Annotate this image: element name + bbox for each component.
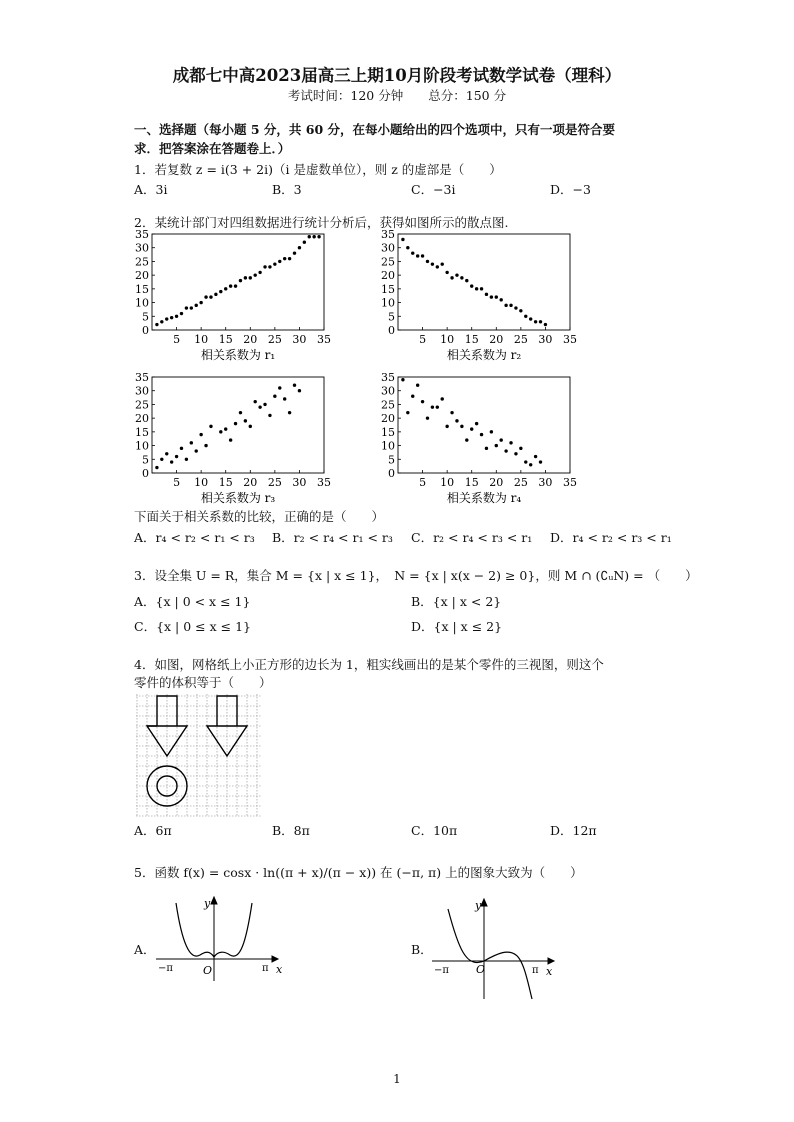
x-tick-label: 35	[317, 333, 331, 346]
x-tick-label: 35	[563, 476, 577, 489]
data-point	[539, 320, 542, 323]
plot-caption: 相关系数为 r₃	[200, 491, 276, 505]
data-point	[273, 395, 276, 398]
data-point	[524, 315, 527, 318]
x-tick-label: 20	[489, 476, 504, 489]
data-point	[544, 323, 547, 326]
q3-option-b: B．{x | x < 2}	[411, 594, 502, 609]
data-point	[504, 304, 507, 307]
data-point	[426, 416, 429, 419]
data-point	[268, 265, 271, 268]
section-heading-line2: 求．把答案涂在答题卷上．）	[134, 141, 291, 156]
q3-option-d: D．{x | x ≤ 2}	[411, 619, 503, 634]
data-point	[519, 447, 522, 450]
data-point	[411, 395, 414, 398]
q2-option-b: B．r₂ < r₄ < r₁ < r₃	[272, 530, 393, 545]
data-point	[411, 252, 414, 255]
y-tick-label: 15	[135, 282, 149, 296]
data-point	[278, 386, 281, 389]
data-point	[475, 422, 478, 425]
y-axis-label: y	[204, 897, 211, 910]
data-point	[317, 235, 320, 238]
x-tick-label: 35	[317, 476, 331, 489]
y-tick-label: 35	[135, 371, 149, 384]
y-tick-label: 30	[135, 241, 149, 255]
scatter-plot-r3	[128, 371, 338, 509]
data-point	[234, 284, 237, 287]
y-tick-label: 5	[388, 453, 395, 467]
y-tick-label: 0	[388, 324, 395, 337]
q5-graph-b	[428, 893, 568, 1003]
origin-label: O	[476, 963, 486, 976]
data-point	[165, 317, 168, 320]
x-tick-label: 30	[538, 333, 553, 346]
y-tick-label: 25	[135, 398, 149, 412]
data-point	[234, 422, 237, 425]
q2-stem: 2．某统计部门对四组数据进行统计分析后，获得如图所示的散点图.	[134, 215, 509, 230]
data-point	[249, 276, 252, 279]
data-point	[204, 444, 207, 447]
data-point	[529, 317, 532, 320]
data-point	[504, 449, 507, 452]
data-point	[244, 276, 247, 279]
y-tick-label: 20	[381, 412, 395, 426]
origin-label: O	[203, 964, 213, 977]
data-point	[224, 287, 227, 290]
page-number: 1	[393, 1072, 401, 1086]
data-point	[258, 271, 261, 274]
data-point	[199, 433, 202, 436]
data-point	[465, 438, 468, 441]
neg-pi-label: −π	[158, 963, 173, 974]
data-point	[254, 273, 257, 276]
pi-label: π	[262, 963, 269, 974]
y-tick-label: 25	[381, 255, 395, 269]
data-point	[273, 262, 276, 265]
plot-caption: 相关系数为 r₄	[446, 491, 522, 505]
data-point	[298, 246, 301, 249]
q5-option-a: A．	[134, 942, 156, 957]
data-point	[175, 315, 178, 318]
data-point	[268, 414, 271, 417]
data-point	[485, 293, 488, 296]
data-point	[490, 295, 493, 298]
y-tick-label: 10	[135, 296, 149, 310]
plot-frame	[398, 377, 570, 473]
data-point	[170, 460, 173, 463]
data-point	[509, 304, 512, 307]
data-point	[450, 411, 453, 414]
y-tick-label: 10	[381, 296, 395, 310]
data-point	[455, 273, 458, 276]
y-tick-label: 0	[142, 324, 149, 337]
data-point	[185, 458, 188, 461]
data-point	[278, 260, 281, 263]
data-point	[258, 405, 261, 408]
axes	[156, 897, 278, 981]
y-tick-label: 10	[135, 439, 149, 453]
x-tick-label: 25	[267, 333, 282, 346]
data-point	[406, 246, 409, 249]
y-tick-label: 30	[135, 384, 149, 398]
data-point	[509, 441, 512, 444]
q1-stem: 1．若复数 z = i(3 + 2i)（i 是虚数单位），则 z 的虚部是（ ）	[134, 162, 502, 177]
x-tick-label: 25	[513, 476, 528, 489]
x-tick-label: 10	[440, 333, 455, 346]
curve-b	[448, 909, 532, 999]
x-tick-label: 15	[464, 476, 479, 489]
data-point	[190, 306, 193, 309]
data-point	[254, 400, 257, 403]
q2-option-c: C．r₂ < r₄ < r₃ < r₁	[411, 530, 533, 545]
x-tick-label: 30	[538, 476, 553, 489]
three-view-figure	[134, 692, 264, 818]
grid-lines	[136, 694, 262, 816]
x-tick-label: 20	[489, 333, 504, 346]
section-heading	[134, 120, 674, 158]
y-tick-label: 35	[135, 228, 149, 241]
q2-option-a: A．r₄ < r₂ < r₁ < r₃	[134, 530, 255, 545]
q5-stem: 5．函数 f(x) = cosx · ln((π + x)/(π − x)) 在 (−π, π) 上的图象大致为（ ）	[134, 865, 583, 880]
data-point	[180, 447, 183, 450]
plot-caption: 相关系数为 r₁	[200, 348, 276, 362]
data-point	[406, 411, 409, 414]
x-tick-label: 30	[292, 333, 307, 346]
data-point	[288, 257, 291, 260]
side-view	[207, 696, 247, 756]
x-tick-label: 10	[440, 476, 455, 489]
x-tick-label: 15	[218, 333, 233, 346]
data-point	[312, 235, 315, 238]
data-point	[308, 235, 311, 238]
x-tick-label: 5	[419, 333, 427, 346]
data-point	[244, 419, 247, 422]
data-point	[214, 293, 217, 296]
data-point	[445, 425, 448, 428]
data-point	[288, 411, 291, 414]
exam-info: 考试时间：120 分钟 总分：150 分	[287, 88, 507, 103]
data-point	[460, 425, 463, 428]
data-point	[199, 301, 202, 304]
x-tick-label: 10	[194, 333, 209, 346]
data-point	[441, 262, 444, 265]
data-point	[239, 279, 242, 282]
q4-option-c: C．10π	[411, 823, 458, 838]
data-point	[455, 419, 458, 422]
data-point	[500, 438, 503, 441]
data-point	[263, 403, 266, 406]
data-point	[293, 252, 296, 255]
data-point	[209, 425, 212, 428]
scatter-plot-r2	[374, 228, 584, 366]
data-point	[160, 320, 163, 323]
scatter-plot-r4	[374, 371, 584, 509]
q4-stem-line1: 4．如图，网格纸上小正方形的边长为 1，粗实线画出的是某个零件的三视图，则这个	[134, 657, 604, 672]
data-point	[219, 290, 222, 293]
data-point	[160, 458, 163, 461]
data-point	[519, 309, 522, 312]
data-point	[495, 295, 498, 298]
q1-option-a: A．3i	[134, 182, 168, 197]
data-point	[445, 271, 448, 274]
x-tick-label: 20	[243, 333, 258, 346]
q4-option-d: D．12π	[550, 823, 597, 838]
y-tick-label: 30	[381, 384, 395, 398]
data-point	[534, 455, 537, 458]
y-tick-label: 5	[388, 310, 395, 324]
data-point	[283, 397, 286, 400]
data-point	[303, 241, 306, 244]
y-tick-label: 25	[135, 255, 149, 269]
x-axis-label: x	[276, 963, 283, 976]
x-tick-label: 35	[563, 333, 577, 346]
x-tick-label: 25	[513, 333, 528, 346]
data-point	[450, 276, 453, 279]
q2-option-d: D．r₄ < r₂ < r₃ < r₁	[550, 530, 672, 545]
data-point	[401, 378, 404, 381]
q1-option-d: D．−3	[550, 182, 591, 197]
data-point	[465, 279, 468, 282]
q3-option-c: C．{x | 0 ≤ x ≤ 1}	[134, 619, 251, 634]
data-point	[229, 284, 232, 287]
data-point	[514, 306, 517, 309]
data-point	[514, 452, 517, 455]
data-point	[495, 444, 498, 447]
data-point	[534, 320, 537, 323]
pi-label: π	[532, 965, 539, 976]
data-point	[480, 433, 483, 436]
y-tick-label: 0	[388, 467, 395, 480]
y-tick-label: 15	[381, 425, 395, 439]
data-point	[224, 427, 227, 430]
x-tick-label: 30	[292, 476, 307, 489]
q4-option-b: B．8π	[272, 823, 310, 838]
section-heading-line1: 一、选择题（每小题 5 分，共 60 分，在每小题给出的四个选项中，只有一项是符合要	[134, 122, 616, 137]
y-tick-label: 5	[142, 453, 149, 467]
data-point	[460, 276, 463, 279]
q1-option-c: C．−3i	[411, 182, 456, 197]
x-tick-label: 10	[194, 476, 209, 489]
front-view	[147, 696, 187, 756]
data-point	[155, 466, 158, 469]
x-tick-label: 5	[419, 476, 427, 489]
data-point	[475, 287, 478, 290]
data-point	[170, 316, 173, 319]
y-tick-label: 35	[381, 371, 395, 384]
data-point	[416, 254, 419, 257]
q5-option-b: B．	[411, 942, 433, 957]
y-tick-label: 5	[142, 310, 149, 324]
data-point	[480, 287, 483, 290]
scatter-plot-r1	[128, 228, 338, 366]
data-point	[470, 284, 473, 287]
data-point	[524, 460, 527, 463]
x-axis-label: x	[546, 965, 553, 978]
data-point	[165, 452, 168, 455]
x-tick-label: 5	[173, 476, 181, 489]
data-point	[401, 238, 404, 241]
data-point	[180, 312, 183, 315]
x-tick-label: 25	[267, 476, 282, 489]
neg-pi-label: −π	[434, 965, 449, 976]
q5-graph-a	[152, 893, 292, 983]
q3-option-a: A．{x | 0 < x ≤ 1}	[134, 594, 251, 609]
data-point	[436, 405, 439, 408]
data-point	[485, 447, 488, 450]
q3-stem: 3．设全集 U = R，集合 M = {x | x ≤ 1}， N = {x | x(x − 2) ≥ 0}，则 M ∩ (∁ᵤN) = （ ）	[134, 568, 698, 583]
data-point	[431, 405, 434, 408]
data-point	[195, 449, 198, 452]
data-point	[239, 411, 242, 414]
x-tick-label: 15	[464, 333, 479, 346]
data-point	[190, 441, 193, 444]
y-tick-label: 0	[142, 467, 149, 480]
y-tick-label: 20	[381, 269, 395, 283]
data-point	[204, 295, 207, 298]
data-point	[195, 304, 198, 307]
plot-caption: 相关系数为 r₂	[446, 348, 522, 362]
data-point	[431, 262, 434, 265]
data-point	[155, 323, 158, 326]
y-tick-label: 35	[381, 228, 395, 241]
data-point	[500, 298, 503, 301]
data-point	[421, 254, 424, 257]
data-point	[421, 400, 424, 403]
y-tick-label: 15	[135, 425, 149, 439]
data-point	[470, 427, 473, 430]
q4-stem-line2: 零件的体积等于（ ）	[134, 675, 272, 690]
y-tick-label: 30	[381, 241, 395, 255]
data-point	[249, 425, 252, 428]
y-tick-label: 20	[135, 269, 149, 283]
y-tick-label: 10	[381, 439, 395, 453]
y-axis-label: y	[475, 899, 482, 912]
y-tick-label: 20	[135, 412, 149, 426]
axes	[432, 899, 554, 999]
data-point	[539, 460, 542, 463]
data-point	[219, 430, 222, 433]
data-point	[283, 257, 286, 260]
q1-option-b: B．3	[272, 182, 302, 197]
data-point	[529, 463, 532, 466]
x-tick-label: 15	[218, 476, 233, 489]
data-point	[229, 438, 232, 441]
data-point	[185, 306, 188, 309]
x-tick-label: 20	[243, 476, 258, 489]
data-point	[298, 389, 301, 392]
y-tick-label: 25	[381, 398, 395, 412]
data-point	[263, 265, 266, 268]
x-tick-label: 5	[173, 333, 181, 346]
data-point	[426, 260, 429, 263]
data-point	[441, 397, 444, 400]
data-point	[416, 384, 419, 387]
data-point	[175, 455, 178, 458]
data-point	[293, 384, 296, 387]
data-point	[209, 295, 212, 298]
q4-option-a: A．6π	[134, 823, 172, 838]
data-point	[436, 265, 439, 268]
q2-question: 下面关于相关系数的比较，正确的是（ ）	[134, 509, 385, 524]
plot-frame	[398, 234, 570, 330]
data-point	[490, 430, 493, 433]
y-tick-label: 15	[381, 282, 395, 296]
page-title: 成都七中高2023届高三上期10月阶段考试数学试卷（理科）	[172, 66, 622, 85]
